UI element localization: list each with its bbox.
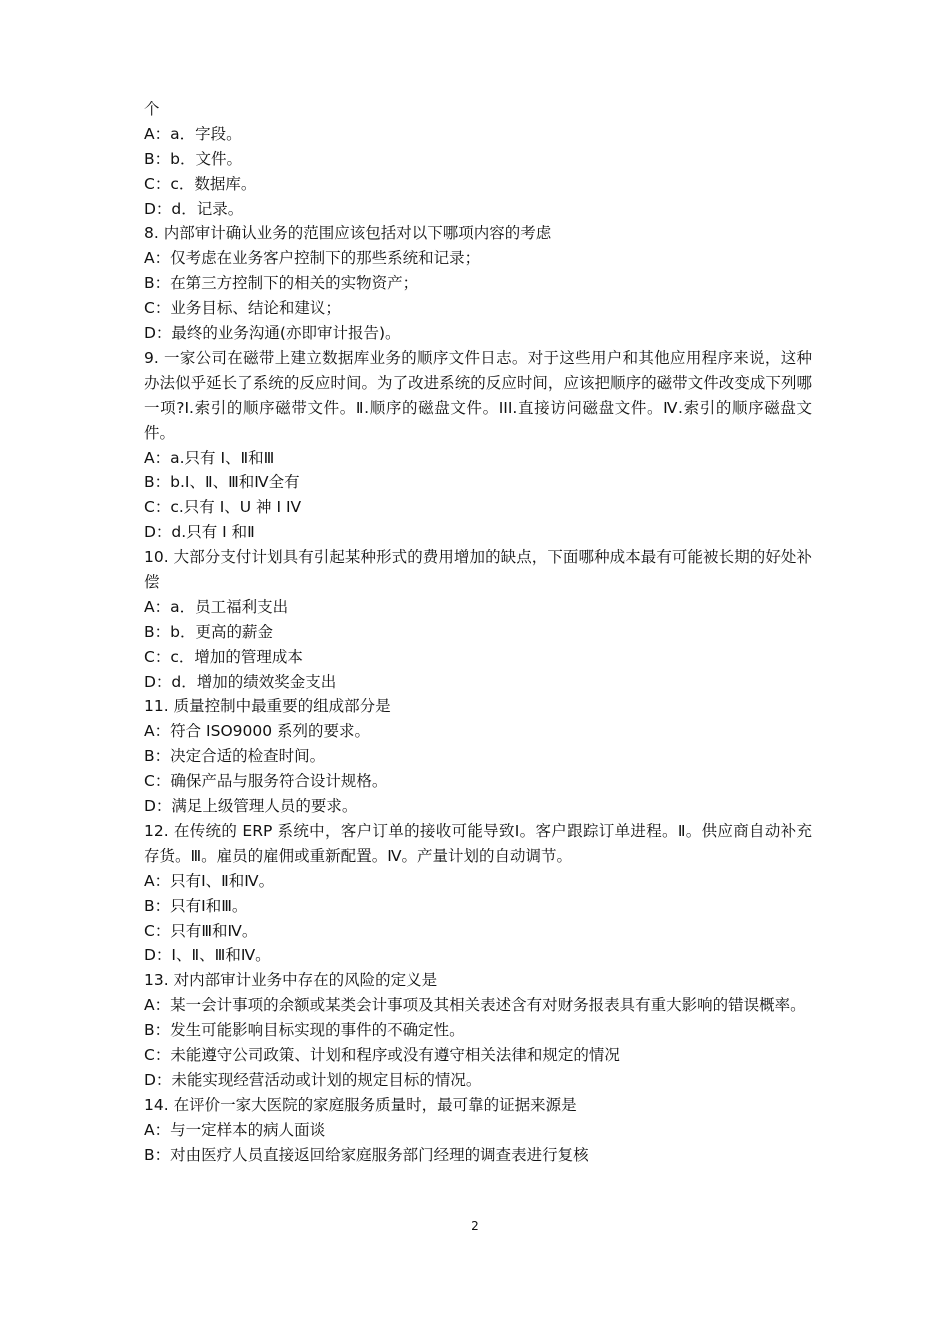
text-line: A：某一会计事项的余额或某类会计事项及其相关表述含有对财务报表具有重大影响的错误概率。: [144, 996, 806, 1015]
text-line: C：c．数据库。: [144, 174, 257, 193]
text-line: D：d．增加的绩效奖金支出: [144, 672, 337, 691]
text-line: 13. 对内部审计业务中存在的风险的定义是: [144, 971, 438, 990]
text-line: D：未能实现经营活动或计划的规定目标的情况。: [144, 1070, 482, 1089]
text-line: A：a．员工福利支出: [144, 597, 289, 616]
text-line: C：只有Ⅲ和Ⅳ。: [144, 921, 258, 940]
text-line: 12. 在传统的 ERP 系统中，客户订单的接收可能导致Ⅰ。客户跟踪订单进程。Ⅱ。供应商自动补充存货。Ⅲ。雇员的雇佣或重新配置。Ⅳ。产量计划的自动调节。: [144, 821, 812, 865]
text-line: C：c．增加的管理成本: [144, 647, 303, 666]
text-line: B：发生可能影响目标实现的事件的不确定性。: [144, 1021, 465, 1040]
text-line: D：最终的业务沟通(亦即审计报告)。: [144, 324, 401, 343]
text-line: B：决定合适的检查时间。: [144, 747, 326, 766]
text-line: C：确保产品与服务符合设计规格。: [144, 772, 388, 791]
text-line: A：仅考虑在业务客户控制下的那些系统和记录；: [144, 249, 481, 268]
text-line: A：只有Ⅰ、Ⅱ和Ⅳ。: [144, 871, 275, 890]
text-line: B：在第三方控制下的相关的实物资产；: [144, 274, 419, 293]
text-line: 11. 质量控制中最重要的组成部分是: [144, 697, 391, 716]
text-line: A：a．字段。: [144, 124, 242, 143]
text-line: C：业务目标、结论和建议；: [144, 299, 341, 318]
text-line: B：b.I、Ⅱ、Ⅲ和Ⅳ全有: [144, 473, 300, 492]
document-body: [144, 97, 812, 1167]
page-number: 2: [471, 1219, 479, 1233]
text-line: A：a.只有 I、Ⅱ和Ⅲ: [144, 448, 275, 467]
text-line: 8. 内部审计确认业务的范围应该包括对以下哪项内容的考虑: [144, 224, 552, 243]
text-line: A：符合 ISO9000 系列的要求。: [144, 722, 371, 741]
text-line: B：对由医疗人员直接返回给家庭服务部门经理的调查表进行复核: [144, 1145, 589, 1164]
text-line: B：b．文件。: [144, 149, 242, 168]
text-line: C：未能遵守公司政策、计划和程序或没有遵守相关法律和规定的情况: [144, 1045, 620, 1064]
text-line: 9. 一家公司在磁带上建立数据库业务的顺序文件日志。对于这些用户和其他应用程序来说，这种办法似乎延长了系统的反应时间。为了改进系统的反应时间，应该把顺序的磁带文件改变成下列哪一项?I.索引的顺序磁带文件。Ⅱ.顺序的磁盘文件。III.直接访问磁盘文件。Ⅳ.索引的顺序磁盘文件。: [144, 348, 812, 442]
text-line: 10. 大部分支付计划具有引起某种形式的费用增加的缺点，下面哪种成本最有可能被长期的好处补偿: [144, 548, 812, 591]
text-line: 14. 在评价一家大医院的家庭服务质量时，最可靠的证据来源是: [144, 1095, 577, 1114]
text-line: D：Ⅰ、Ⅱ、Ⅲ和Ⅳ。: [144, 946, 271, 965]
text-line: A：与一定样本的病人面谈: [144, 1120, 326, 1139]
text-line: B：只有Ⅰ和Ⅲ。: [144, 896, 248, 915]
text-line: D：d．记录。: [144, 199, 244, 218]
text-line: D：d.只有 I 和Ⅱ: [144, 523, 255, 542]
text-line: C：c.只有 I、U 神 I IV: [144, 498, 302, 517]
text-line: 个: [144, 100, 160, 118]
text-line: B：b．更高的薪金: [144, 622, 273, 641]
text-line: D：满足上级管理人员的要求。: [144, 797, 358, 816]
